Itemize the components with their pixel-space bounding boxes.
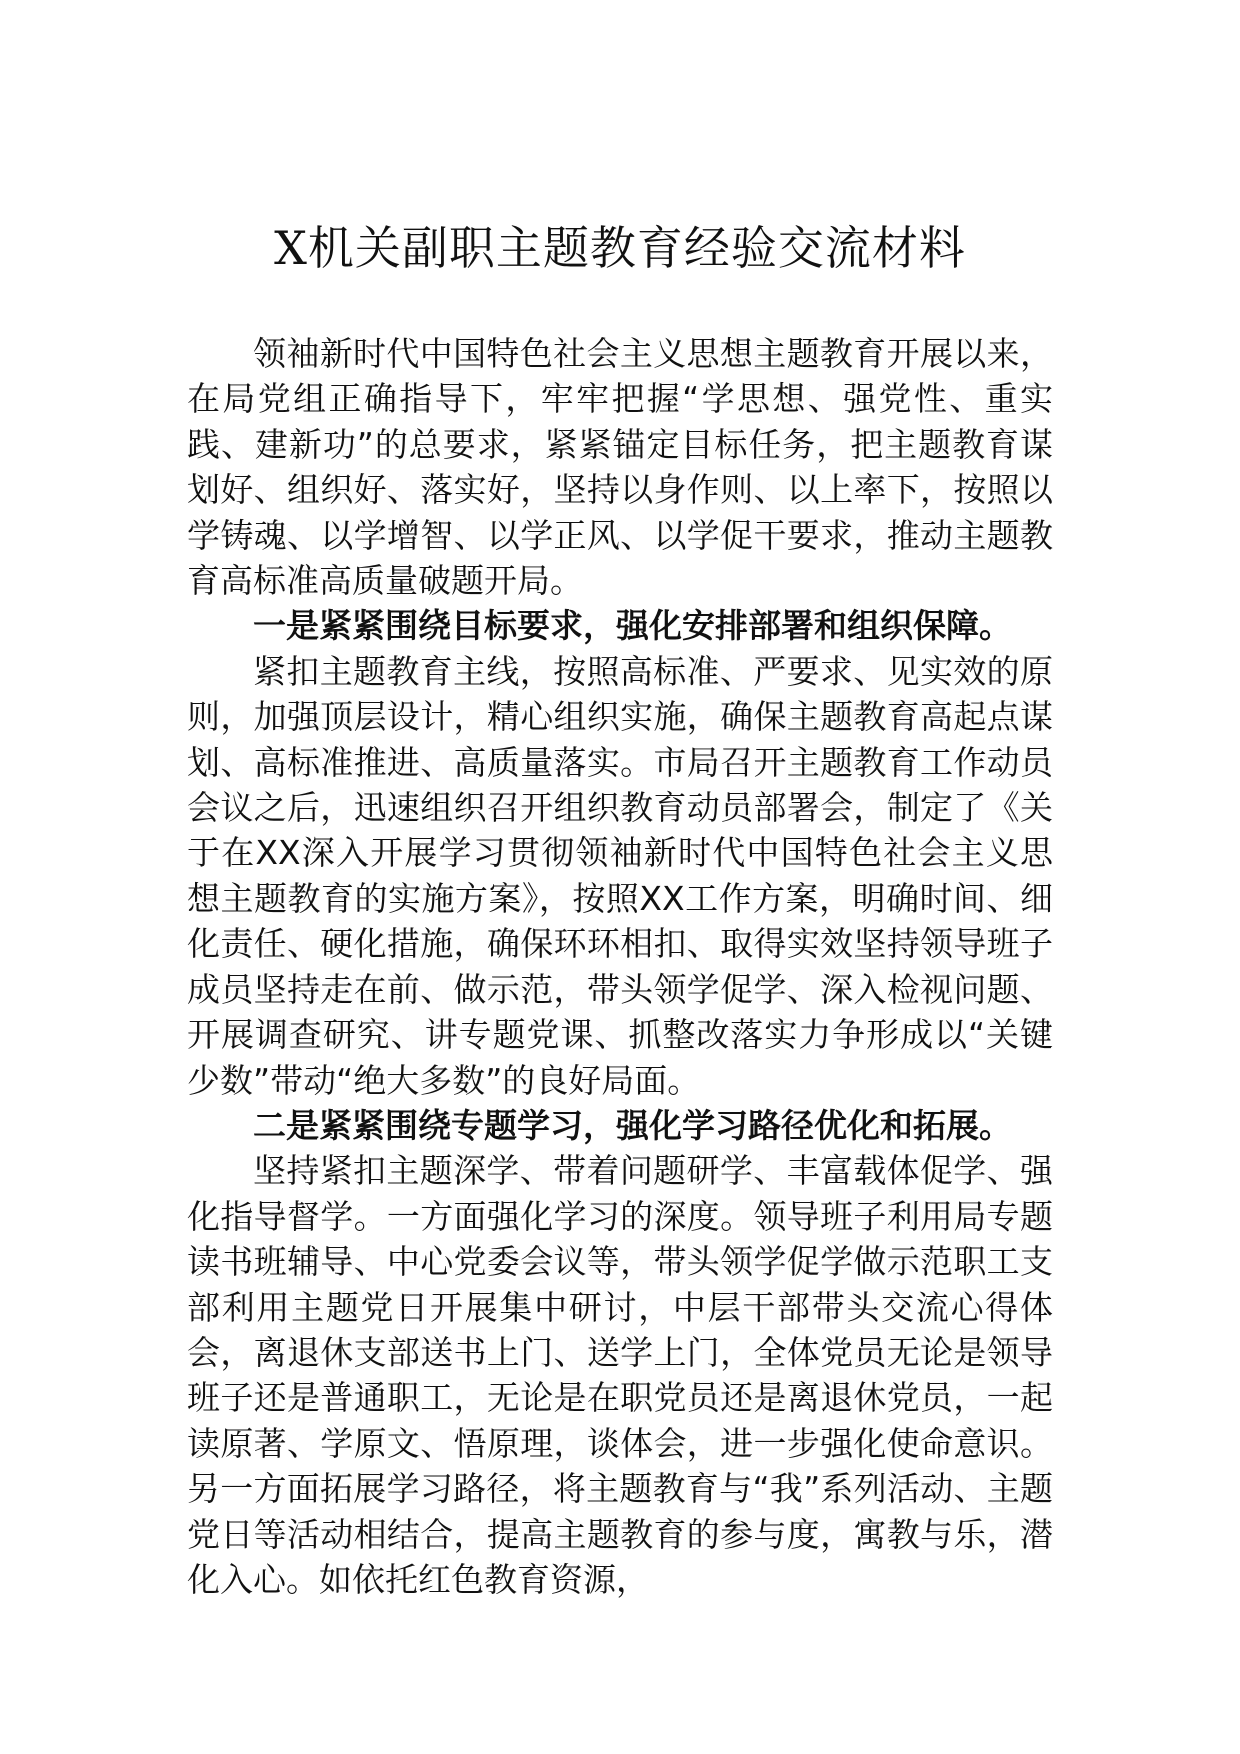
section-heading: 一是紧紧围绕目标要求，强化安排部署和组织保障。 — [253, 606, 1012, 646]
document-body — [187, 331, 1053, 1602]
body-paragraph: 坚持紧扣主题深学、带着问题研学、丰富载体促学、强化指导督学。一方面强化学习的深度。领导班子利用局专题读书班辅导、中心党委会议等，带头领学促学做示范职工支部利用主题党日开展集中研讨，中层干部带头交流心得体会，离退休支部送书上门、送学上门，全体党员无论是领导班子还是普通职工，无论是在职党员还是离退休党员，一起读原著、学原文、悟原理，谈体会，进一步强化使命意识。另一方面拓展学习路径，将主题教育与“我”系列活动、主题党日等活动相结合，提高主题教育的参与度，寓教与乐，潜化入心。如依托红色教育资源， — [187, 1151, 1053, 1599]
document-title: X机关副职主题教育经验交流材料 — [274, 221, 966, 275]
section-heading: 二是紧紧围绕专题学习，强化学习路径优化和拓展。 — [253, 1105, 1012, 1145]
body-paragraph: 紧扣主题教育主线，按照高标准、严要求、见实效的原则，加强顶层设计，精心组织实施，确保主题教育高起点谋划、高标准推进、高质量落实。市局召开主题教育工作动员会议之后，迅速组织召开组织教育动员部署会，制定了《关于在XX深入开展学习贯彻领袖新时代中国特色社会主义思想主题教育的实施方案》，按照XX工作方案，明确时间、细化责任、硬化措施，确保环环相扣、取得实效坚持领导班子成员坚持走在前、做示范，带头领学促学、深入检视问题、开展调查研究、讲专题党课、抓整改落实力争形成以“关键少数”带动“绝大多数”的良好局面。 — [187, 651, 1053, 1100]
body-paragraph: 领袖新时代中国特色社会主义思想主题教育开展以来，在局党组正确指导下，牢牢把握“学思想、强党性、重实践、建新功”的总要求，紧紧锚定目标任务，把主题教育谋划好、组织好、落实好，坚持以身作则、以上率下，按照以学铸魂、以学增智、以学正风、以学促干要求，推动主题教育高标准高质量破题开局。 — [187, 334, 1053, 601]
